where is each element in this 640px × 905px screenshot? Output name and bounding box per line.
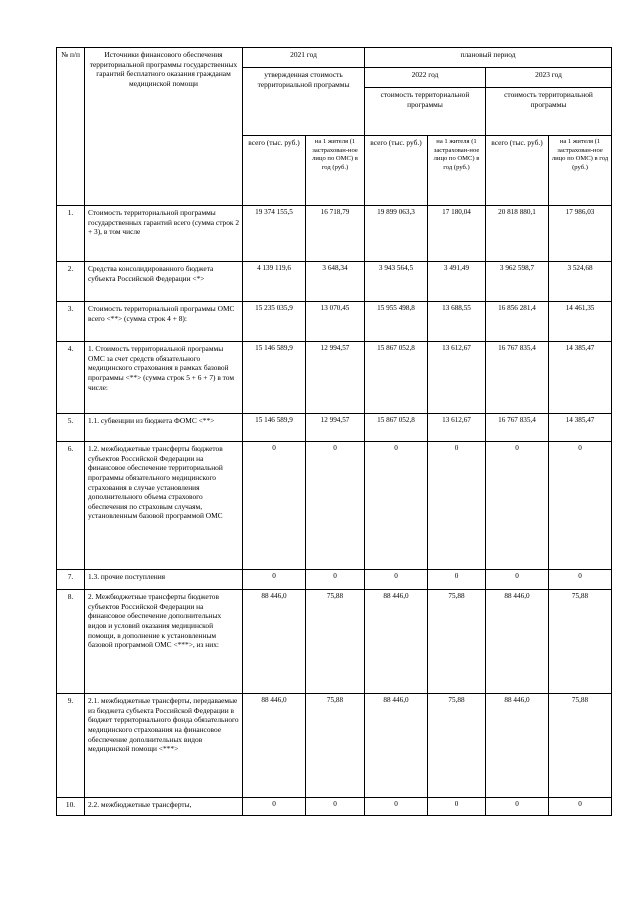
table-row [57,570,612,590]
row-value-cell: 15 235 035,9 [243,302,306,342]
row-value-cell: 0 [306,442,365,570]
header-per-capita-2021: на 1 жителя (1 застрахован-ное лицо по ОМС) в год (руб.) [306,136,365,206]
header-number: № п/п [57,48,85,206]
row-number: 2. [57,262,85,302]
header-total-2021: всего (тыс. руб.) [243,136,306,206]
row-value-cell: 75,88 [306,694,365,798]
row-value-cell: 3 943 564,5 [365,262,428,302]
row-number: 3. [57,302,85,342]
row-number: 6. [57,442,85,570]
row-value-cell: 12 994,57 [306,414,365,442]
row-source-name: 2.2. межбюджетные трансферты, [85,798,243,816]
row-value-cell: 0 [486,442,549,570]
table-row [57,694,612,798]
row-value-cell: 0 [486,570,549,590]
row-value-cell: 0 [306,798,365,816]
row-value-cell: 88 446,0 [243,590,306,694]
row-value-cell: 17 986,03 [549,206,612,262]
row-value-cell: 88 446,0 [365,590,428,694]
row-value-cell: 88 446,0 [486,694,549,798]
header-source: Источники финансового обеспечения территориальной программы государственных гарантий бесплатного оказания гражданам медицинской помощи [85,48,243,206]
table-row [57,262,612,302]
row-value-cell: 0 [549,798,612,816]
row-source-name: 1.1. субвенции из бюджета ФОМС <**> [85,414,243,442]
row-value-cell: 0 [486,798,549,816]
row-value-cell: 17 180,04 [428,206,486,262]
header-year-2021: 2021 год [243,48,365,68]
row-value-cell: 3 962 598,7 [486,262,549,302]
row-value-cell: 15 867 052,8 [365,414,428,442]
row-source-name: 1.3. прочие поступления [85,570,243,590]
row-value-cell: 15 955 498,8 [365,302,428,342]
header-year-2023: 2023 год [486,68,612,88]
row-number: 1. [57,206,85,262]
header-cost-2023: стоимость территориальной программы [486,88,612,136]
row-source-name: Средства консолидированного бюджета субъекта Российской Федерации <*> [85,262,243,302]
row-value-cell: 3 648,34 [306,262,365,302]
row-value-cell: 13 612,67 [428,414,486,442]
row-value-cell: 16 718,79 [306,206,365,262]
header-cost-2022: стоимость территориальной программы [365,88,486,136]
header-total-2023: всего (тыс. руб.) [486,136,549,206]
row-value-cell: 0 [428,570,486,590]
header-year-2022: 2022 год [365,68,486,88]
table-row [57,342,612,414]
row-value-cell: 14 385,47 [549,342,612,414]
row-source-name: 2. Межбюджетные трансферты бюджетов субъектов Российской Федерации на финансовое обеспечение дополнительных видов и условий оказания медицинской помощи, в дополнение к установленным базовой программой ОМС <***>, из них: [85,590,243,694]
row-value-cell: 16 856 281,4 [486,302,549,342]
row-value-cell: 15 867 052,8 [365,342,428,414]
row-value-cell: 14 461,35 [549,302,612,342]
row-value-cell: 88 446,0 [486,590,549,694]
row-source-name: Стоимость территориальной программы ОМС всего <**> (сумма строк 4 + 8): [85,302,243,342]
row-value-cell: 0 [365,798,428,816]
row-value-cell: 0 [549,570,612,590]
row-value-cell: 20 818 880,1 [486,206,549,262]
row-value-cell: 3 491,49 [428,262,486,302]
row-value-cell: 0 [428,798,486,816]
row-value-cell: 0 [365,442,428,570]
row-value-cell: 15 146 589,9 [243,414,306,442]
row-number: 7. [57,570,85,590]
row-value-cell: 0 [306,570,365,590]
row-value-cell: 14 385,47 [549,414,612,442]
row-source-name: 2.1. межбюджетные трансферты, передаваемые из бюджета субъекта Российской Федерации в бюджет территориального фонда обязательного медицинского страхования на финансовое обеспечение дополнительных видов медицинской помощи <***> [85,694,243,798]
table-row [57,442,612,570]
row-value-cell: 0 [243,442,306,570]
row-source-name: 1. Стоимость территориальной программы ОМС за счет средств обязательного медицинского страхования в рамках базовой программы <**> (сумма строк 5 + 6 + 7) в том числе: [85,342,243,414]
financing-table [56,47,612,816]
row-number: 8. [57,590,85,694]
row-value-cell: 19 899 063,3 [365,206,428,262]
table-row [57,414,612,442]
row-value-cell: 75,88 [549,590,612,694]
header-per-capita-2023: на 1 жителя (1 застрахован-ное лицо по ОМС) в год (руб.) [549,136,612,206]
table-row [57,302,612,342]
row-value-cell: 0 [549,442,612,570]
row-value-cell: 13 612,67 [428,342,486,414]
table-row [57,206,612,262]
header-plan-period: плановый период [365,48,612,68]
row-value-cell: 12 994,57 [306,342,365,414]
row-value-cell: 19 374 155,5 [243,206,306,262]
row-value-cell: 4 139 119,6 [243,262,306,302]
row-number: 5. [57,414,85,442]
row-number: 4. [57,342,85,414]
row-value-cell: 15 146 589,9 [243,342,306,414]
row-value-cell: 3 524,68 [549,262,612,302]
row-value-cell: 75,88 [428,694,486,798]
header-per-capita-2022: на 1 жителя (1 застрахован-ное лицо по ОМС) в год (руб.) [428,136,486,206]
header-approved-cost: утвержденная стоимость территориальной программы [243,68,365,136]
row-value-cell: 0 [243,798,306,816]
row-source-name: Стоимость территориальной программы государственных гарантий всего (сумма строк 2 + 3), в том числе [85,206,243,262]
row-number: 10. [57,798,85,816]
row-value-cell: 88 446,0 [243,694,306,798]
row-value-cell: 16 767 835,4 [486,342,549,414]
row-value-cell: 13 070,45 [306,302,365,342]
table-row [57,590,612,694]
row-value-cell: 75,88 [306,590,365,694]
header-total-2022: всего (тыс. руб.) [365,136,428,206]
row-value-cell: 16 767 835,4 [486,414,549,442]
row-value-cell: 0 [243,570,306,590]
row-value-cell: 75,88 [428,590,486,694]
row-value-cell: 13 688,55 [428,302,486,342]
row-value-cell: 0 [365,570,428,590]
row-value-cell: 75,88 [549,694,612,798]
row-number: 9. [57,694,85,798]
table-row [57,798,612,816]
row-value-cell: 88 446,0 [365,694,428,798]
row-value-cell: 0 [428,442,486,570]
row-source-name: 1.2. межбюджетные трансферты бюджетов субъектов Российской Федерации на финансовое обеспечение территориальной программы обязательного медицинского страхования в случае установления дополнительного объема страхового обеспечения по страховым случаям, установленным базовой программой ОМС [85,442,243,570]
